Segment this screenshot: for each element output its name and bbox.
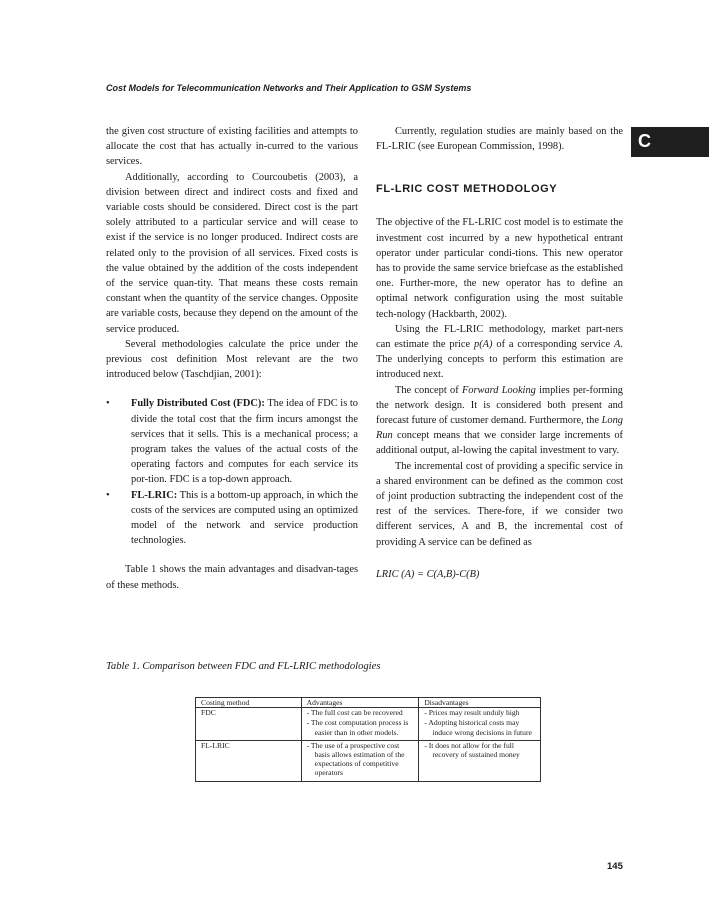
- lric-formula: LRIC (A) = C(A,B)-C(B): [376, 568, 480, 580]
- right-paragraph-5: The incremental cost of providing a specific service in a shared environment can be defined as the common cost of joint production subtracting the independent cost of the rest of the services. There-fore, if we consider two different services, A and B, the incremental cost of providing A service can be defined as: [376, 460, 623, 548]
- table-cell-method: FL-LRIC: [196, 740, 302, 781]
- method-bullet-list: [106, 396, 358, 548]
- section-tab: C: [631, 127, 709, 157]
- comparison-table: [195, 697, 541, 782]
- right-paragraph-2: The objective of the FL-LRIC cost model is to estimate the investment cost incurred by a new hypothetical entrant operator under particular condi-tions. This new operator has to provide the same service briefcase as the established one. Further-more, the new operator has to define an optimal network configuration using the most suitable tech-nology (Hackbarth, 2002).: [376, 217, 623, 320]
- table-cell-item: - Prices may result unduly high: [424, 708, 520, 718]
- table-cell-disadvantages: [419, 740, 541, 781]
- page-number: 145: [607, 861, 623, 872]
- table-cell-item: - It does not allow for the full recovery of sustained money: [424, 740, 520, 760]
- running-head: Cost Models for Telecommunication Networks and Their Application to GSM Systems: [106, 83, 472, 93]
- table-header-cell: Disadvantages: [419, 698, 541, 708]
- left-paragraph-4: Table 1 shows the main advantages and disadvan-tages of these methods.: [106, 564, 358, 591]
- table-cell-item: - The use of a prospective cost basis allows estimation of the expectations of competitive operators: [306, 740, 405, 778]
- bullet-fl-lric: [106, 488, 358, 549]
- table-cell-item: - Adopting historical costs may induce wrong decisions in future: [424, 718, 532, 737]
- bullet-marker: •: [106, 398, 110, 410]
- bullet-text: This is a bottom-up approach, in which the costs of the services are computed using an optimized model of the network and service production technologies.: [131, 489, 358, 547]
- table-cell-disadvantages: [419, 708, 541, 741]
- table-caption: Table 1. Comparison between FDC and FL-LRIC methodologies: [106, 661, 381, 672]
- table-cell-advantages: [301, 708, 419, 741]
- table-cell-item: - The cost computation process is easier than in other models.: [306, 718, 409, 737]
- right-paragraph-1: Currently, regulation studies are mainly based on the FL-LRIC (see European Commission, 1998).: [376, 126, 623, 153]
- section-heading: FL-LRIC COST METHODOLOGY: [376, 183, 558, 196]
- right-paragraph-4: The concept of Forward Looking implies per-forming the network design. It is considered both present and forecast future of customer demand. Furthermore, the Long Run concept means that we consider large increments of additional output, al-lowing the capital investment to vary.: [376, 384, 623, 457]
- left-paragraph-2: Additionally, according to Courcoubetis (2003), a division between direct and indirect costs and fixed and variable costs should be considered. Direct cost is the part solely attributed to a particular service and will cease to exist if the service is no longer produced. Indirect costs are related only to the provision of all services. Fixed costs is the value obtained by the addition of the costs independent of the service quan-tity. That means these costs remain constant when the quantity of the service changes. Opposite are variable costs, because they depend on the amount of the service produced.: [106, 171, 358, 335]
- table-header-row: [196, 698, 541, 708]
- table-row: [196, 740, 541, 781]
- bullet-text: The idea of FDC is to divide the total cost that the firm incurs amongst the services that it sells. This is a mechanical process; a program takes the values of the actual costs of the operating factors and computes for each service its por-tion. FDC is a top-down approach.: [131, 398, 358, 486]
- bullet-term: FL-LRIC:: [131, 489, 178, 501]
- right-paragraph-3: Using the FL-LRIC methodology, market part-ners can estimate the price p(A) of a corresponding service A. The underlying concepts to perform this estimation are introduced next.: [376, 323, 623, 381]
- table-cell-advantages: [301, 740, 419, 781]
- table-cell-item: - The full cost can be recovered: [306, 708, 403, 718]
- table-header-cell: Costing method: [196, 698, 302, 708]
- table-row: [196, 708, 541, 741]
- table-header-cell: Advantages: [301, 698, 419, 708]
- right-column: [376, 124, 623, 582]
- left-paragraph-1: the given cost structure of existing facilities and attempts to allocate the cost that has actually in-curred to the various services.: [106, 126, 358, 168]
- left-paragraph-3: Several methodologies calculate the price under the previous cost definition Most relevant are the two introduced below (Taschdjian, 2001):: [106, 338, 358, 381]
- left-column: [106, 124, 358, 593]
- table-cell-method: FDC: [196, 708, 302, 741]
- bullet-marker: •: [106, 489, 110, 501]
- bullet-term: Fully Distributed Cost (FDC):: [131, 398, 265, 410]
- bullet-fdc: [106, 396, 358, 487]
